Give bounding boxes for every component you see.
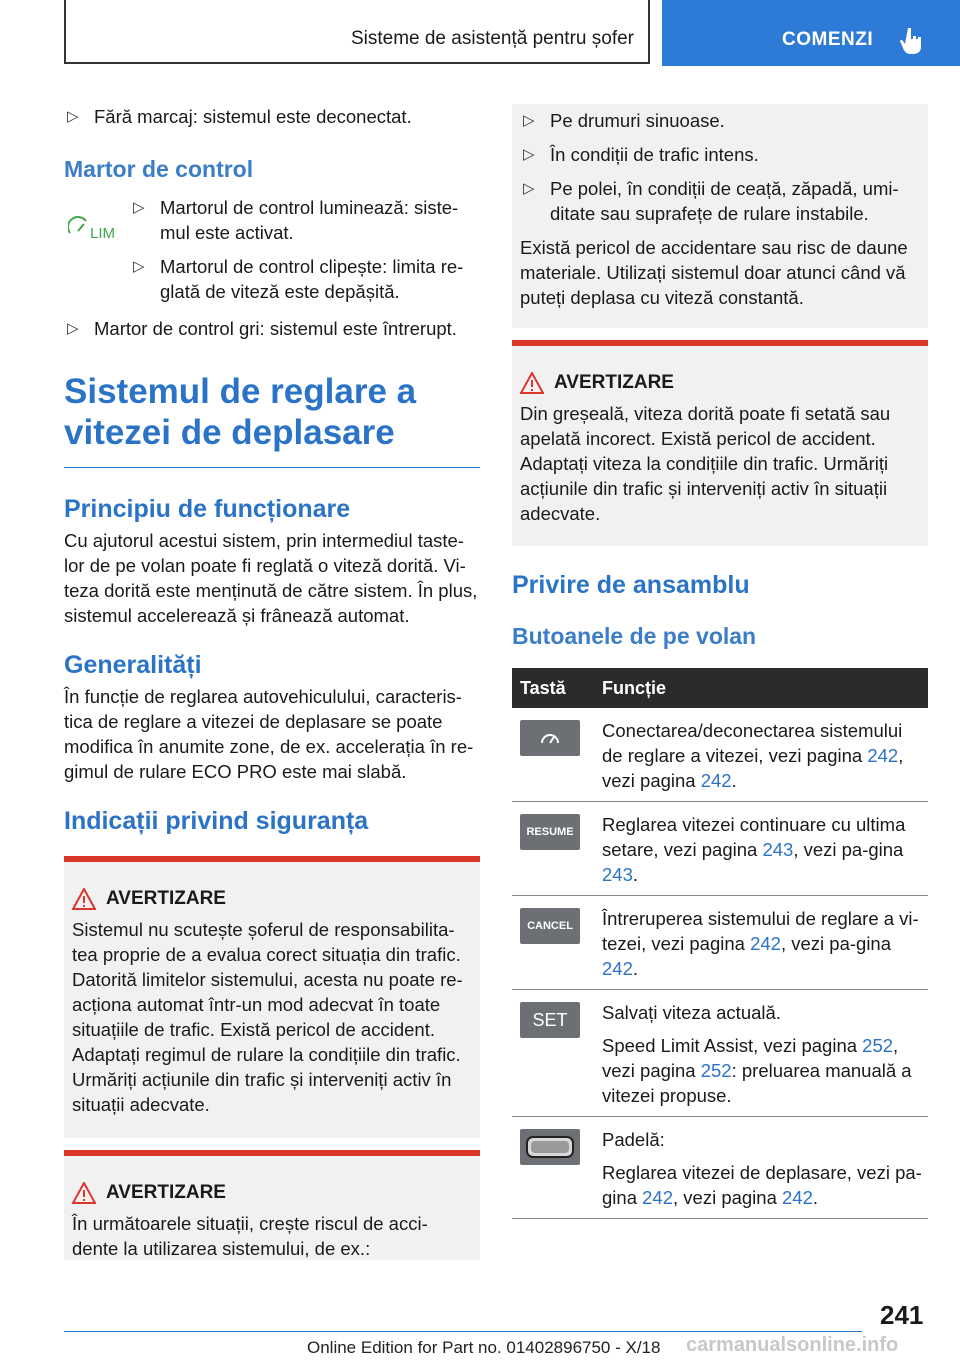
table-row: [512, 708, 928, 802]
footer-rule: [64, 1331, 862, 1332]
header-section-box: [64, 0, 650, 64]
main-heading: Sistemul de reglare a vitezei de deplasare: [64, 372, 417, 452]
header-tab-label: COMENZI: [782, 29, 874, 50]
warning-box: [512, 340, 928, 546]
list-item: ▷ Martorul de control luminează: siste-mul este activat.: [130, 195, 480, 245]
watermark: carmanualsonline.info: [686, 1334, 899, 1356]
page-link[interactable]: 243: [602, 864, 633, 885]
paddle-key-icon: [520, 1129, 580, 1165]
page-link[interactable]: 242: [782, 1187, 813, 1208]
warning-text: În următoarele situații, crește riscul de acci-dente la utilizarea sistemului, de ex.:: [72, 1213, 428, 1259]
table-cell-function: Conectarea/deconectarea sistemului de reglare a vitezei, vezi pagina 242, vezi pagina 242.: [594, 708, 928, 802]
page-link[interactable]: 252: [862, 1035, 894, 1056]
heading-safety: Indicații privind siguranța: [64, 807, 369, 835]
warning-text: Sistemul nu scutește șoferul de responsabilita-tea proprie de a evalua corect situația din trafic. Datorită limitelor sistemului, acesta nu poate re-acționa automat într-un mod adecvat în toate situațiile de trafic. Există pericol de accident. Adaptați regimul de rulare la condițiile din trafic. Urmăriți acțiunile din trafic și interveniți activ în situații adecvate.: [72, 919, 463, 1115]
list-item: ▷ Pe drumuri sinuoase.: [520, 108, 920, 133]
heading-principle: Principiu de funcționare: [64, 495, 351, 523]
paragraph-principle: Cu ajutorul acestui sistem, prin intermediul taste-lor de pe volan poate fi reglată o viteză dorită. Vi-teza dorită este menținută de către sistem. În plus, sistemul accelerează și frânează automat.: [64, 530, 478, 626]
page-link[interactable]: 242: [750, 933, 781, 954]
list-item: ▷ Fără marcaj: sistemul este deconectat.: [64, 104, 480, 129]
list-item: ▷ Martor de control gri: sistemul este întrerupt.: [64, 316, 480, 341]
table-cell-function: Salvați viteza actuală. Speed Limit Assist, vezi pagina 252, vezi pagina 252: preluarea manuală a vitezei propuse.: [594, 990, 928, 1117]
cruise-control-toggle-key-icon: [520, 720, 580, 756]
paragraph-risk: Există pericol de accidentare sau risc de daune materiale. Utilizați sistemul doar atunci când vă puteți deplasa cu viteză constantă.: [520, 237, 908, 308]
heading-indicator: Martor de control: [64, 156, 254, 182]
continued-warning-box: [512, 104, 928, 328]
warning-box: [64, 1150, 480, 1260]
page-link[interactable]: 252: [700, 1060, 732, 1081]
footer-edition: Online Edition for Part no. 01402896750 - X/18: [307, 1338, 661, 1357]
page-link[interactable]: 242: [602, 958, 633, 979]
page-link[interactable]: 242: [642, 1187, 673, 1208]
table-row: [512, 896, 928, 990]
paragraph-general: În funcție de reglarea autovehiculului, caracteris-tica de reglare a vitezei de deplasare se poate modifica în anumite zone, de ex. accelerația în re-gimul de rulare ECO PRO este mai slabă.: [64, 686, 474, 782]
list-item: ▷ Martorul de control clipește: limita re-glată de viteză este depășită.: [130, 254, 480, 304]
header-section-title: Sisteme de asistență pentru șofer: [350, 28, 634, 49]
heading-buttons: Butoanele de pe volan: [512, 623, 757, 649]
right-column: [512, 104, 928, 1219]
page-link[interactable]: 242: [700, 770, 732, 791]
table-cell-function: Padelă: Reglarea vitezei de deplasare, vezi pa-gina 242, vezi pagina 242.: [594, 1117, 928, 1219]
lim-indicator-icon: LIM: [68, 215, 122, 241]
cancel-key-icon: CANCEL: [520, 908, 580, 944]
resume-key-icon: RESUME: [520, 814, 580, 850]
indicator-block: [64, 195, 480, 304]
table-row: [512, 1117, 928, 1219]
table-header-key: Tastă: [512, 668, 594, 708]
warning-triangle-icon: [72, 1182, 96, 1204]
warning-triangle-icon: [72, 888, 96, 910]
set-key-icon: SET: [520, 1002, 580, 1038]
warning-triangle-icon: [520, 372, 544, 394]
warning-box: [64, 856, 480, 1138]
table-row: [512, 990, 928, 1117]
buttons-table: [512, 668, 928, 1219]
page-number: 241: [880, 1300, 924, 1330]
table-cell-function: Reglarea vitezei continuare cu ultima setare, vezi pagina 243, vezi pa-gina 243.: [594, 802, 928, 896]
warning-title: AVERTIZARE: [72, 886, 472, 911]
page-link[interactable]: 243: [762, 839, 794, 860]
list-item: ▷ În condiții de trafic intens.: [520, 142, 920, 167]
pointing-hand-icon: [900, 27, 924, 55]
table-row: [512, 802, 928, 896]
header-tab-comenzi[interactable]: [662, 0, 960, 66]
warning-title: AVERTIZARE: [520, 370, 920, 395]
table-header-function: Funcție: [594, 668, 928, 708]
left-column: [64, 104, 480, 1260]
heading-rule: [64, 467, 480, 468]
heading-overview: Privire de ansamblu: [512, 571, 750, 599]
warning-title: AVERTIZARE: [72, 1180, 472, 1205]
page-link[interactable]: 242: [867, 745, 899, 766]
table-cell-function: Întreruperea sistemului de reglare a vi-tezei, vezi pagina 242, vezi pa-gina 242.: [594, 896, 928, 990]
warning-text: Din greșeală, viteza dorită poate fi setată sau apelată incorect. Există pericol de accident. Adaptați viteza la condițiile din trafic. Urmăriți acțiunile din trafic și interveniți activ în situații adecvate.: [520, 403, 891, 524]
list-item: ▷ Pe polei, în condiții de ceață, zăpadă, umi-ditate sau suprafețe de rulare instabile.: [520, 176, 920, 226]
heading-general: Generalități: [64, 651, 202, 679]
